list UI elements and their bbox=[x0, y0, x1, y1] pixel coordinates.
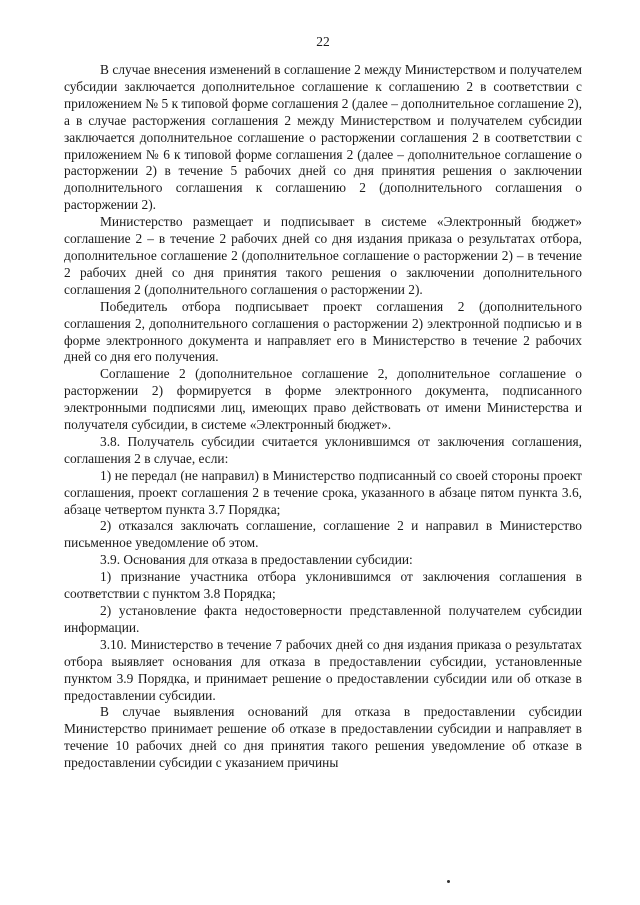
paragraph: 3.10. Министерство в течение 7 рабочих дней со дня издания приказа о результатах отбора выявляет основания для отказа в предоставлении субсидии, установленные пунктом 3.9 Порядка, и принимает решение о предоставлении субсидии или об отказе в предоставлении субсидии. bbox=[64, 636, 582, 703]
paragraph: 1) признание участника отбора уклонившимся от заключения соглашения в соответствии с пунктом 3.8 Порядка; bbox=[64, 569, 582, 602]
paragraph: 2) отказался заключать соглашение, соглашение 2 и направил в Министерство письменное уведомление об этом. bbox=[64, 518, 582, 551]
paragraph: 3.8. Получатель субсидии считается уклонившимся от заключения соглашения, соглашения 2 в случае, если: bbox=[64, 433, 582, 466]
page-number: 22 bbox=[316, 34, 330, 49]
document-body bbox=[64, 62, 582, 772]
paragraph: Победитель отбора подписывает проект соглашения 2 (дополнительного соглашения 2, дополнительного соглашения о расторжении 2) электронной подписью и в форме электронного документа и направляет его в Министерство в течение 2 рабочих дней со дня его получения. bbox=[64, 298, 582, 365]
scan-dot bbox=[447, 880, 450, 883]
paragraph: 2) установление факта недостоверности представленной получателем субсидии информации. bbox=[64, 603, 582, 635]
paragraph: Соглашение 2 (дополнительное соглашение 2, дополнительное соглашение о расторжении 2) формируется в форме электронного документа, подписанного электронными подписями лиц, имеющих право действовать от имени Министерства и получателя субсидии, в системе «Электронный бюджет». bbox=[64, 366, 582, 433]
paragraph: 1) не передал (не направил) в Министерство подписанный со своей стороны проект соглашения, проект соглашения 2 в течение срока, указанного в абзаце пятом пункта 3.6, абзаце четвертом пункта 3.7 Порядка; bbox=[64, 467, 582, 517]
paragraph: В случае выявления оснований для отказа в предоставлении субсидии Министерство принимает решение об отказе в предоставлении субсидии и направляет в течение 10 рабочих дней со дня принятия такого решения уведомление об отказе в предоставлении субсидии с указанием причины bbox=[64, 704, 582, 771]
paragraph: Министерство размещает и подписывает в системе «Электронный бюджет» соглашение 2 – в течение 2 рабочих дней со дня издания приказа о результатах отбора, дополнительное соглашение 2 (дополнительное соглашение о расторжении 2) – в течение 2 рабочих дней со дня принятия такого решения о заключении дополнительного соглашения 2 (дополнительного соглашения о расторжении 2). bbox=[64, 214, 582, 297]
paragraph: 3.9. Основания для отказа в предоставлении субсидии: bbox=[100, 552, 413, 568]
paragraph: В случае внесения изменений в соглашение 2 между Министерством и получателем субсидии заключается дополнительное соглашение к соглашению 2 в соответствии с приложением № 5 к типовой форме соглашения 2 (далее – дополнительное соглашение 2), а в случае расторжения соглашения 2 между Министерством и получателем субсидии заключается дополнительное соглашение о расторжении соглашения 2 в соответствии с приложением № 6 к типовой форме соглашения 2 (далее – дополнительное соглашение о расторжении 2) в течение 5 рабочих дней со дня принятия решения о заключении дополнительного соглашения к соглашению 2 (дополнительного соглашения о расторжении 2). bbox=[64, 62, 582, 213]
